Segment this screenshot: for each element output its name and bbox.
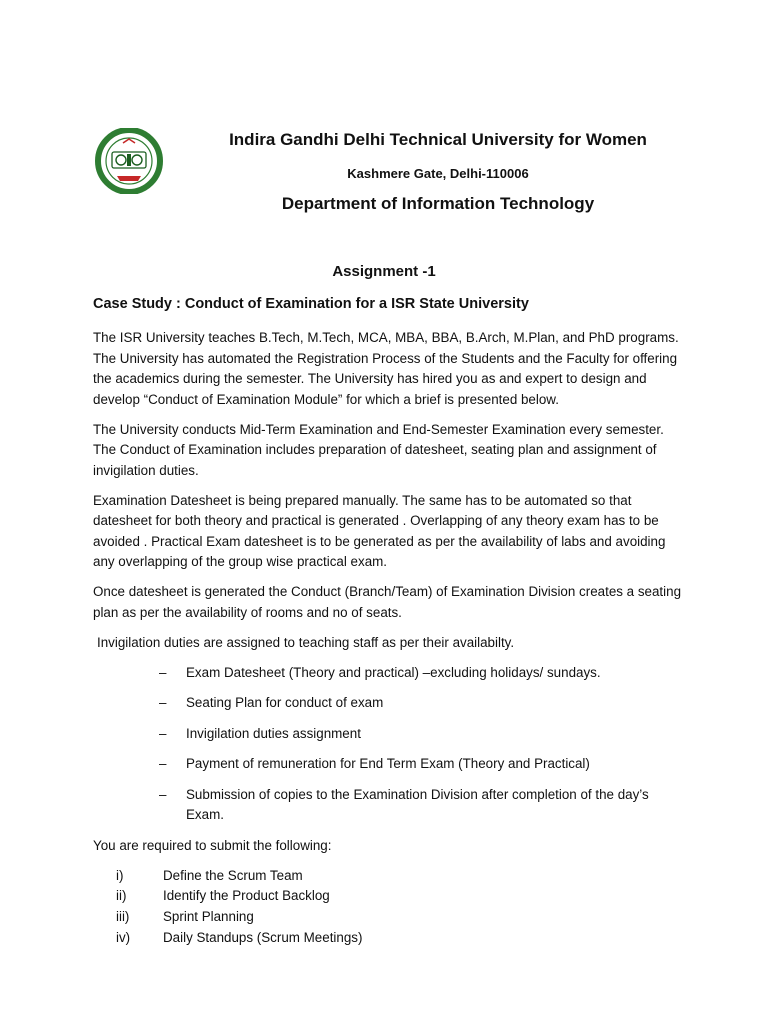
paragraph: The ISR University teaches B.Tech, M.Tech, MCA, MBA, BBA, B.Arch, M.Plan, and PhD programs. The University has automated the Registration Process of the Students and the Faculty for offering the academics during the semester. The University has hired you as and expert to design and develop “Conduct of Examination Module” for which a brief is presented below. — [93, 330, 679, 407]
list-item-text: Daily Standups (Scrum Meetings) — [163, 929, 363, 945]
dash-marker: – — [159, 695, 167, 710]
list-item — [93, 785, 683, 826]
dash-marker: – — [159, 756, 167, 771]
list-item — [93, 928, 683, 949]
list-item-text: Submission of copies to the Examination Division after completion of the day’s Exam. — [186, 786, 649, 822]
list-item — [93, 907, 683, 928]
dash-marker: – — [159, 786, 167, 802]
list-item — [93, 724, 683, 745]
submission-list — [93, 866, 683, 949]
case-study-title: Case Study : Conduct of Examination for a ISR State University — [93, 296, 529, 312]
assignment-title: Assignment -1 — [332, 263, 436, 280]
paragraph: Once datesheet is generated the Conduct (Branch/Team) of Examination Division creates a seating plan as per the availability of rooms and no of seats. — [93, 584, 682, 620]
list-item-text: Exam Datesheet (Theory and practical) –excluding holidays/ sundays. — [186, 664, 601, 680]
list-item-text: Seating Plan for conduct of exam — [186, 695, 384, 710]
university-name: Indira Gandhi Delhi Technical University for Women — [229, 130, 647, 149]
list-item-text: Define the Scrum Team — [163, 867, 303, 883]
list-number: iii) — [116, 909, 130, 925]
list-number: ii) — [116, 888, 127, 904]
list-item-text: Payment of remuneration for End Term Exam (Theory and Practical) — [186, 756, 590, 771]
university-seal-logo — [90, 128, 168, 194]
list-item — [93, 693, 683, 714]
paragraph: The University conducts Mid-Term Examination and End-Semester Examination every semester. The Conduct of Examination includes preparation of datesheet, seating plan and assignment of invigilation duties. — [93, 421, 664, 478]
list-item — [93, 754, 683, 775]
list-item — [93, 886, 683, 907]
document-body — [93, 328, 683, 949]
list-number: i) — [116, 867, 124, 883]
list-item — [93, 866, 683, 887]
list-item-text: Identify the Product Backlog — [163, 888, 330, 904]
requirements-list — [93, 663, 683, 826]
list-item-text: Invigilation duties assignment — [186, 725, 361, 741]
paragraph: Examination Datesheet is being prepared manually. The same has to be automated so that datesheet for both theory and practical is generated . Overlapping of any theory exam has to be avoided . Practical Exam datesheet is to be generated as per the availability of labs and avoiding any overlapping of the group wise practical exam. — [93, 492, 666, 569]
list-number: iv) — [116, 929, 131, 945]
dash-marker: – — [159, 664, 167, 680]
department-name: Department of Information Technology — [281, 194, 595, 213]
list-item — [93, 663, 683, 684]
paragraph: Invigilation duties are assigned to teaching staff as per their availabilty. — [97, 634, 515, 650]
university-address: Kashmere Gate, Delhi-110006 — [347, 166, 529, 181]
list-item-text: Sprint Planning — [163, 909, 254, 925]
dash-marker: – — [159, 725, 167, 741]
submit-intro: You are required to submit the following: — [93, 837, 332, 853]
